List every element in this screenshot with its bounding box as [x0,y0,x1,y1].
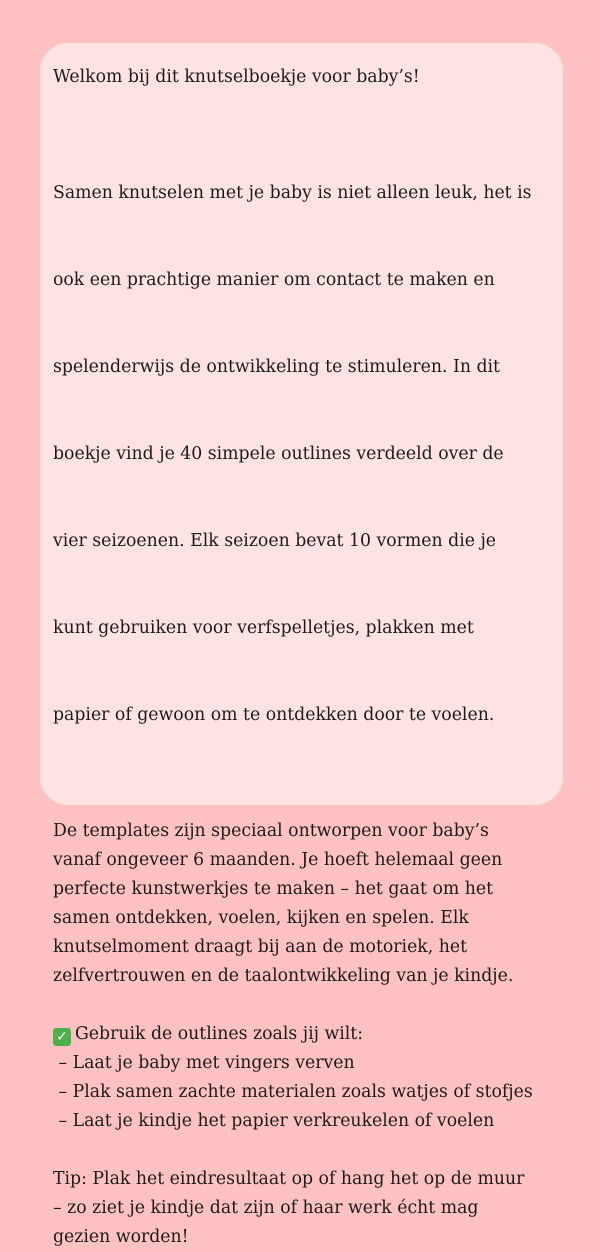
check-mark-icon: ✓ [53,1028,71,1046]
text-line: vier seizoenen. Elk seizoen bevat 10 vormen die je [53,531,497,551]
text-line: kunt gebruiken voor verfspelletjes, plakken met [53,618,474,638]
text-line: knutselmoment draagt bij aan de motoriek, het [53,937,468,957]
text-line: Tip: Plak het eindresultaat op of hang het op de muur [53,1169,525,1189]
usage-heading-text: Gebruik de outlines zoals jij wilt: [75,1024,364,1044]
text-line: vanaf ongeveer 6 maanden. Je hoeft helemaal geen [53,850,503,870]
list-item: – Laat je baby met vingers verven [53,1053,355,1073]
text-line: De templates zijn speciaal ontworpen voor baby’s [53,821,489,841]
tip-paragraph [53,1165,553,1252]
list-item: – Laat je kindje het papier verkreukelen of voelen [53,1111,495,1131]
intro-heading [53,63,553,92]
text-line: spelenderwijs de ontwikkeling te stimuleren. In dit [53,357,500,377]
text-line: zelfvertrouwen en de taalontwikkeling van je kindje. [53,966,514,986]
text-line: samen ontdekken, voelen, kijken en spelen. Elk [53,908,469,928]
intro-heading-text: Welkom bij dit knutselboekje voor baby’s! [53,67,420,87]
usage-heading [53,1020,553,1049]
text-line: – zo ziet je kindje dat zijn of haar werk écht mag [53,1198,479,1218]
paragraph-templates [53,817,553,991]
list-item: – Plak samen zachte materialen zoals watjes of stofjes [53,1082,533,1102]
text-line: Samen knutselen met je baby is niet alleen leuk, het is [53,183,532,203]
text-line: perfecte kunstwerkjes te maken – het gaat om het [53,879,494,899]
spacer [53,991,553,1020]
text-line: ook een prachtige manier om contact te maken en [53,270,495,290]
text-line: papier of gewoon om te ontdekken door te voelen. [53,705,495,725]
text-line: gezien worden! [53,1227,189,1247]
spacer [53,788,553,817]
text-line: boekje vind je 40 simpele outlines verdeeld over de [53,444,504,464]
content-card [40,43,563,1247]
spacer [53,1136,553,1165]
spacer [53,92,553,121]
usage-list [53,1020,553,1136]
paragraph-intro [53,121,553,788]
